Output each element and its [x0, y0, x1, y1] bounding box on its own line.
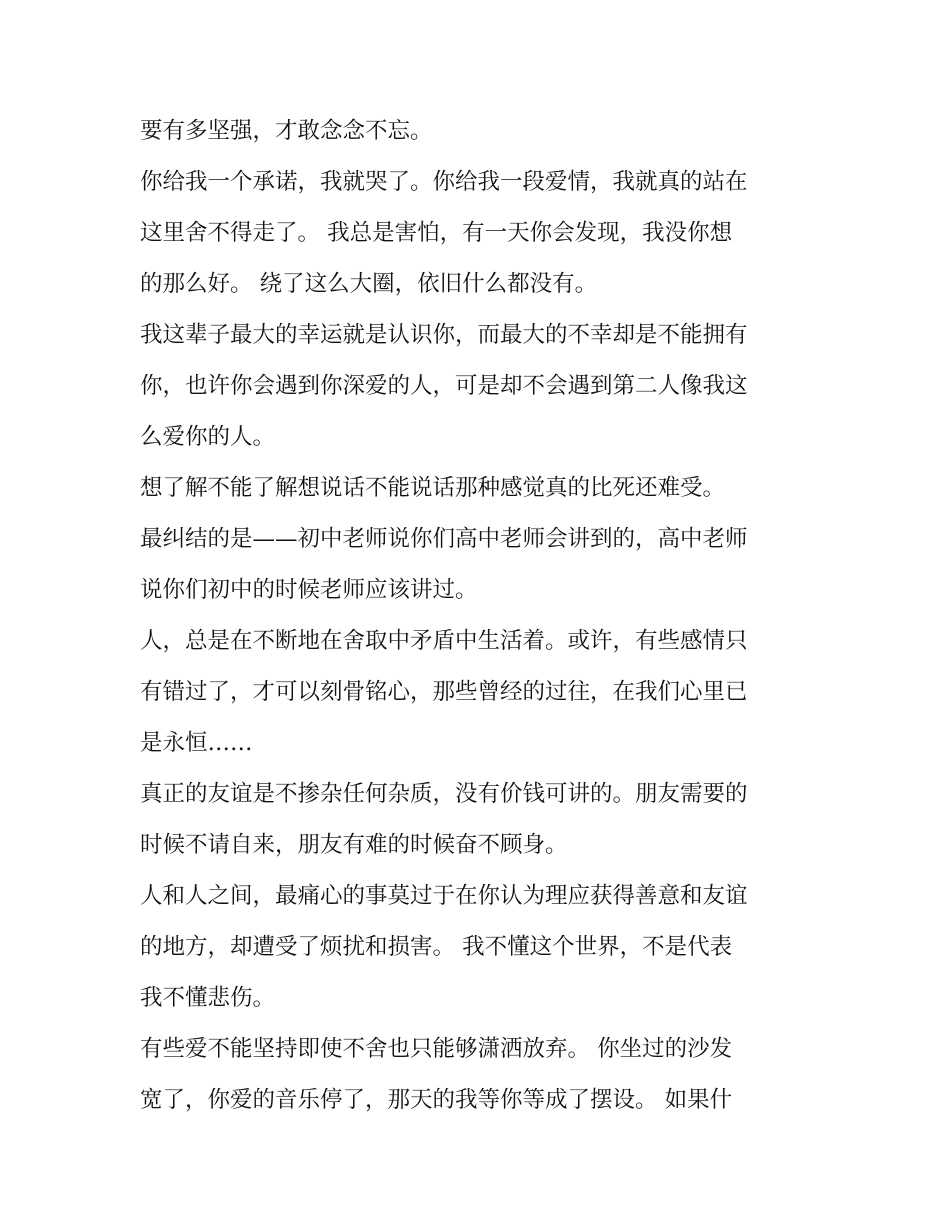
text-line: 要有多坚强，才敢念念不忘。	[140, 118, 433, 144]
text-line: 想了解不能了解想说话不能说话那种感觉真的比死还难受。	[140, 475, 726, 501]
text-line: 宽了，你爱的音乐停了，那天的我等你等成了摆设。 如果什	[140, 1087, 733, 1113]
text-line: 的地方，却遭受了烦扰和损害。 我不懂这个世界，不是代表	[140, 934, 733, 960]
document-body	[140, 106, 815, 1126]
text-line: 这里舍不得走了。 我总是害怕，有一天你会发现，我没你想	[140, 220, 733, 246]
text-line: 是永恒……	[140, 730, 253, 756]
text-line: 有些爱不能坚持即使不舍也只能够潇洒放弃。 你坐过的沙发	[140, 1036, 733, 1062]
text-line: 最纠结的是——初中老师说你们高中老师会讲到的，高中老师	[140, 526, 748, 552]
text-line: 你给我一个承诺，我就哭了。你给我一段爱情，我就真的站在	[140, 169, 748, 195]
text-line: 的那么好。 绕了这么大圈，依旧什么都没有。	[140, 271, 598, 297]
text-line: 说你们初中的时候老师应该讲过。	[140, 577, 478, 603]
text-line: 么爱你的人。	[140, 424, 276, 450]
text-line: 人和人之间，最痛心的事莫过于在你认为理应获得善意和友谊	[140, 883, 748, 909]
text-line: 人，总是在不断地在舍取中矛盾中生活着。或许，有些感情只	[140, 628, 748, 654]
text-line: 时候不请自来，朋友有难的时候奋不顾身。	[140, 832, 568, 858]
text-line: 我不懂悲伤。	[140, 985, 276, 1011]
text-line: 有错过了，才可以刻骨铭心，那些曾经的过往，在我们心里已	[140, 679, 748, 705]
text-line: 真正的友谊是不掺杂任何杂质，没有价钱可讲的。朋友需要的	[140, 781, 748, 807]
text-line: 我这辈子最大的幸运就是认识你，而最大的不幸却是不能拥有	[140, 322, 748, 348]
text-line: 你，也许你会遇到你深爱的人，可是却不会遇到第二人像我这	[140, 373, 748, 399]
